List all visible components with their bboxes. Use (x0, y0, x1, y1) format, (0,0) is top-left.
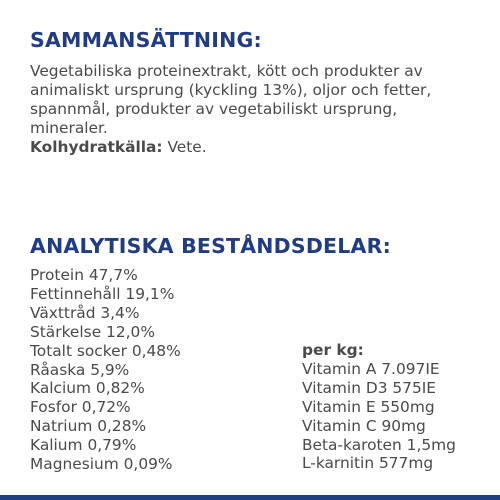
ingredients-text: Vegetabiliska proteinextrakt, kött och produkter av animaliskt ursprung (kyckling 13%), oljor och fetter, spannmål, produkter av vegetabiliskt ursprung, mineraler. (30, 62, 432, 137)
vitamin-item: L-karnitin 577mg (302, 454, 434, 473)
vitamin-item: Beta-karoten 1,5mg (302, 435, 456, 454)
vitamin-item: Vitamin D3 575IE (302, 378, 437, 397)
analytical-item: Natrium 0,28% (30, 417, 147, 436)
analytical-item: Fosfor 0,72% (30, 398, 131, 417)
carb-source-value: Vete. (162, 138, 207, 156)
analytical-heading: ANALYTISKA BESTÅNDSDELAR: (30, 234, 391, 258)
analytical-item: Protein 47,7% (30, 266, 138, 284)
analytical-item: Totalt socker 0,48% (30, 341, 181, 360)
per-kg-label: per kg: (302, 341, 364, 359)
analytical-item: Råaska 5,9% (30, 360, 130, 379)
carb-source-line (30, 138, 207, 157)
analytical-item: Kalcium 0,82% (30, 379, 145, 398)
analytical-item: Fettinnehåll 19,1% (30, 284, 175, 303)
analytical-item: Stärkelse 12,0% (30, 322, 155, 341)
vitamin-item: Vitamin A 7.097IE (302, 359, 440, 378)
carb-source-label: Kolhydratkälla: (30, 138, 163, 156)
analytical-item: Magnesium 0,09% (30, 455, 173, 474)
analytical-list (30, 266, 181, 474)
vitamin-item: Vitamin E 550mg (302, 397, 435, 416)
vitamin-list (302, 341, 456, 473)
analytical-item: Växttråd 3,4% (30, 303, 140, 322)
bottom-accent-bar (0, 495, 500, 500)
vitamin-item: Vitamin C 90mg (302, 416, 426, 435)
analytical-item: Kalium 0,79% (30, 436, 137, 455)
composition-heading: SAMMANSÄTTNING: (30, 28, 262, 52)
